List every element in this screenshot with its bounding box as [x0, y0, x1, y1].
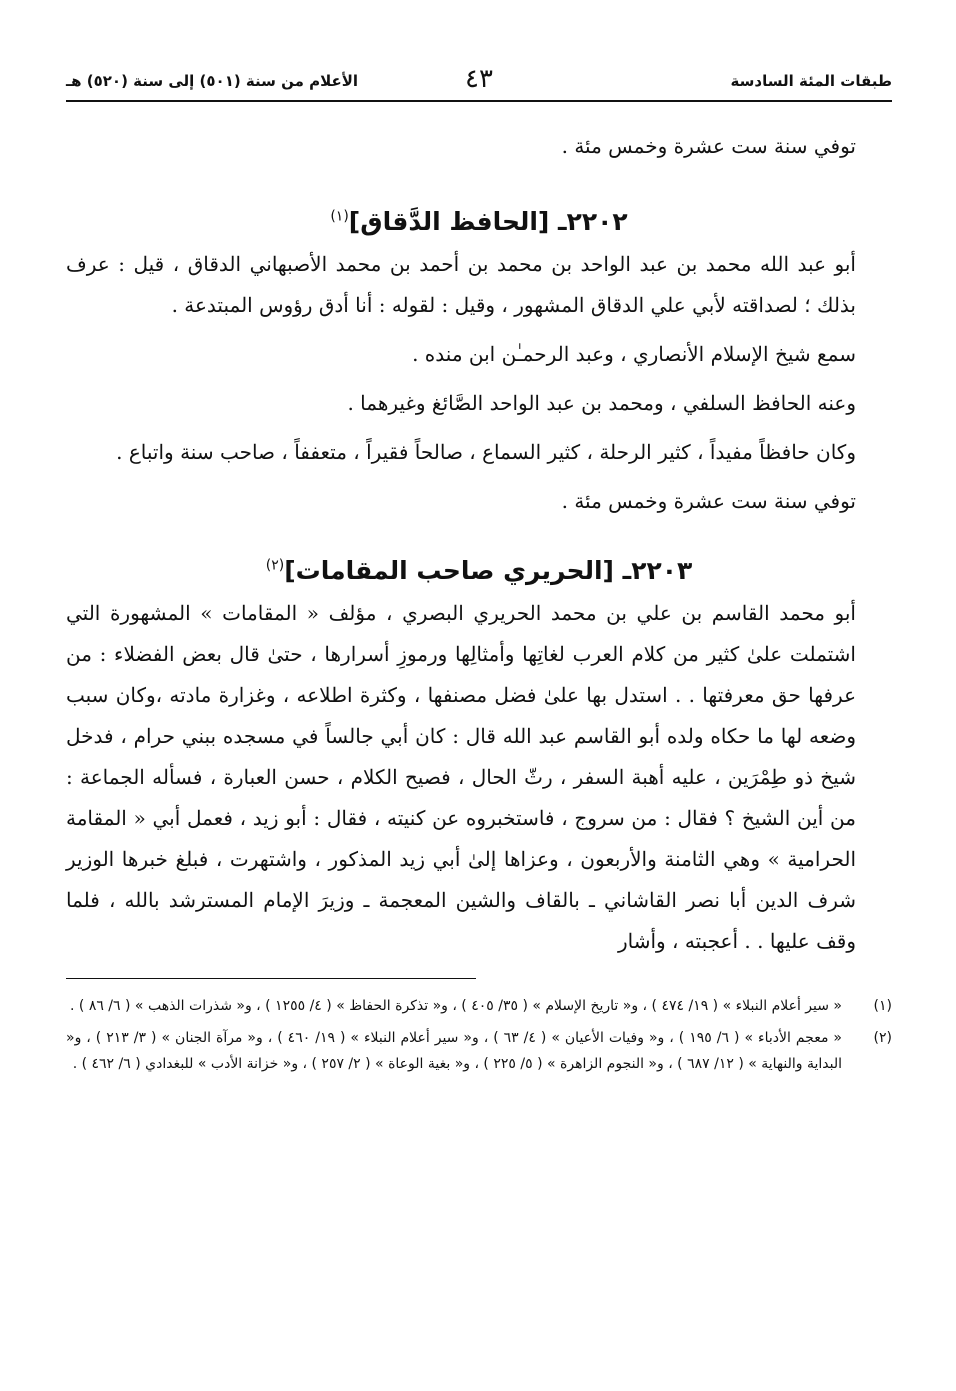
header-range-title: الأعلام من سنة (٥٠١) إلى سنة (٥٢٠) هـ: [66, 72, 359, 90]
entry-2202-heading: ٢٢٠٢ـ [الحافظ الدَّقاق]: [348, 207, 628, 236]
book-page: [66, 62, 892, 1077]
running-header: [66, 62, 892, 102]
entry-2202-paragraph-2: سمع شيخ الإسلام الأنصاري ، وعبد الرحمـٰن ابن منده .: [412, 342, 856, 366]
entry-2202-paragraph-4: وكان حافظاً مفيداً ، كثير الرحلة ، كثير السماع ، صالحاً فقيراً ، متعففاً ، صاحب سنة واتباع .: [116, 440, 856, 464]
entry-2203-heading: ٢٢٠٣ـ [الحريري صاحب المقامات]: [284, 556, 693, 585]
footnote-rule: [66, 978, 476, 979]
footnote-1: [66, 993, 892, 1019]
entry-2202-paragraph-1: أبو عبد الله محمد بن عبد الواحد بن محمد بن أحمد بن محمد الأصبهاني الدقاق ، قيل : عرف بذلك ؛ لصداقته لأبي علي الدقاق المشهور ، وقيل : لقوله : أنا أدق رؤوس المبتدعة .: [66, 252, 856, 317]
footnote-1-number: (١): [873, 998, 892, 1014]
entry-2202-title: [66, 207, 892, 236]
footnote-ref-2: (٢): [265, 557, 285, 574]
footnote-2-text: « معجم الأدباء » ( ٦/ ١٩٥ ) ، و« وفيات الأعيان » ( ٤/ ٦٣ ) ، و« سير أعلام النبلاء » ( ١٩/ ٤٦٠ ) ، و« مرآة الجنان » ( ٣/ ٢١٣ ) ، و« البداية والنهاية » ( ١٢/ ٦٨٧ ) ، و« النجوم الزاهرة » ( ٥/ ٢٢٥ ) ، و« بغية الوعاة » ( ٢/ ٢٥٧ ) ، و« خزانة الأدب » للبغدادي ( ٦/ ٤٦٢ ) .: [66, 1030, 842, 1072]
footnote-ref-1: (١): [330, 208, 349, 225]
entry-2202-paragraph-5: توفي سنة ست عشرة وخمس مئة .: [561, 489, 856, 513]
entry-2203-paragraph-1: أبو محمد القاسم بن علي بن محمد الحريري البصري ، مؤلف « المقامات » المشهورة التي اشتملت علىٰ كثير من كلام العرب لغاتِها وأمثالِها ورموزِ أسرارها ، حتىٰ قال بعض الفضلاء : من عرفها حق معرفتها . . استدل بها علىٰ فضل مصنفها ، وكثرة اطلاعه ، وغزارة مادته ،وكان سبب وضعه لها ما حكاه ولده أبو القاسم عبد الله قال : كان أبي جالساً في مسجده ببني حرام ، فدخل شيخ ذو طِمْرَين ، عليه أهبة السفر ، رثّ الحال ، فصيح الكلام ، حسن العبارة ، فسأله الجماعة : من أين الشيخ ؟ فقال : من سروج ، فاستخبروه عن كنيته ، فقال : أبو زيد ، فعمل أبي « المقامة الحرامية » وهي الثامنة والأربعون ، وعزاها إلىٰ أبي زيد المذكور ، واشتهرت ، فبلغ خبرها الوزير شرف الدين أبا نصر القاشاني ـ بالقاف والشين المعجمة ـ وزيرَ الإمام المسترشد بالله ، فلما وقف عليها . . أعجبته ، وأشار: [66, 601, 856, 953]
entry-2203-title: [66, 556, 892, 585]
page-number: ٤٣: [465, 64, 493, 94]
entry-2202-paragraph-3: وعنه الحافظ السلفي ، ومحمد بن عبد الواحد الصَّائغ وغيرهما .: [347, 391, 856, 415]
header-section-title: طبقات المئة السادسة: [730, 72, 892, 90]
footnote-2-number: (٢): [873, 1030, 892, 1046]
footnote-2: [66, 1025, 892, 1077]
intro-paragraph: توفي سنة ست عشرة وخمس مئة .: [561, 134, 856, 158]
footnote-1-text: « سير أعلام النبلاء » ( ١٩/ ٤٧٤ ) ، و« تاريخ الإسلام » ( ٣٥/ ٤٠٥ ) ، و« تذكرة الحفاظ » ( ٤/ ١٢٥٥ ) ، و« شذرات الذهب » ( ٦/ ٨٦ ) .: [70, 998, 842, 1014]
